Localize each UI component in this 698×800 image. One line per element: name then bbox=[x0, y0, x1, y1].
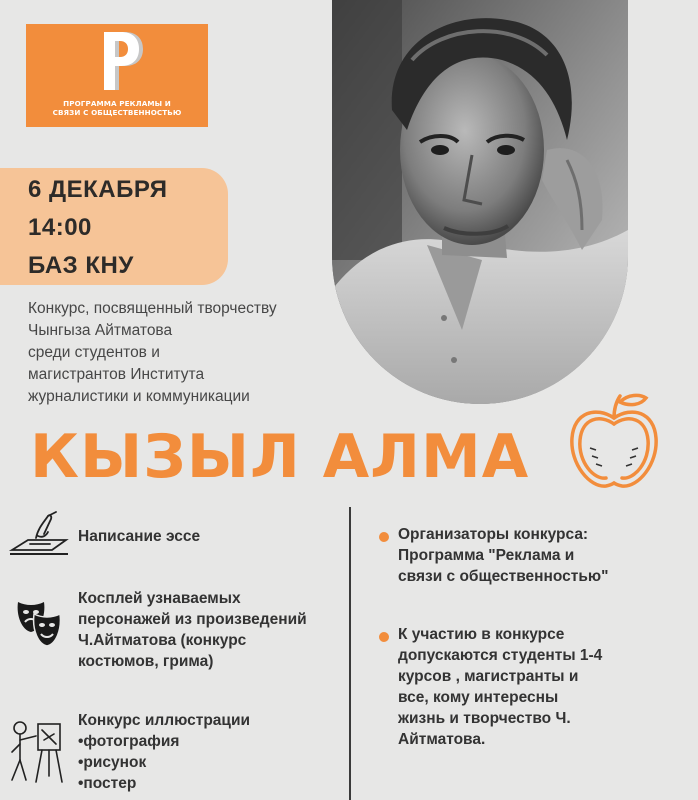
event-details-badge bbox=[0, 168, 228, 285]
bullet-icon bbox=[379, 632, 389, 642]
program-logo bbox=[26, 24, 208, 127]
event-date: 6 ДЕКАБРЯ bbox=[28, 176, 168, 203]
info-line: Организаторы конкурса: bbox=[398, 526, 589, 543]
portrait-image bbox=[332, 0, 628, 404]
intro-line: магистрантов Института bbox=[28, 366, 205, 383]
intro-text bbox=[28, 298, 328, 408]
category-line: костюмов, грима) bbox=[78, 653, 214, 670]
eligibility-info bbox=[398, 624, 602, 750]
info-line: курсов , магистранты и bbox=[398, 668, 579, 685]
bullet-icon bbox=[379, 532, 389, 542]
contest-title: КЫЗЫЛ АЛМА bbox=[30, 422, 530, 492]
info-line: все, кому интересны bbox=[398, 689, 559, 706]
event-time: 14:00 bbox=[28, 214, 92, 241]
category-line: Написание эссе bbox=[78, 528, 201, 545]
column-divider bbox=[349, 507, 351, 800]
logo-caption-line1: ПРОГРАММА РЕКЛАМЫ И bbox=[63, 99, 171, 108]
intro-line: журналистики и коммуникации bbox=[28, 388, 250, 405]
info-line: допускаются студенты 1-4 bbox=[398, 647, 603, 664]
logo-caption bbox=[32, 99, 202, 117]
intro-line: среди студентов и bbox=[28, 344, 160, 361]
apple-icon bbox=[566, 388, 662, 492]
info-line: Айтматова. bbox=[398, 731, 486, 748]
writing-hand-icon bbox=[8, 510, 70, 558]
info-line: жизнь и творчество Ч. bbox=[398, 710, 571, 727]
organizers-info bbox=[398, 524, 608, 587]
theater-masks-icon bbox=[16, 598, 62, 650]
info-line: связи с общественностью" bbox=[398, 568, 609, 585]
event-place: БАЗ КНУ bbox=[28, 252, 134, 279]
intro-line: Конкурс, посвященный творчеству bbox=[28, 300, 277, 317]
category-line: •постер bbox=[78, 775, 137, 792]
category-line: Косплей узнаваемых bbox=[78, 590, 241, 607]
intro-line: Чынгыза Айтматова bbox=[28, 322, 173, 339]
category-line: •фотография bbox=[78, 733, 180, 750]
category-cosplay bbox=[78, 588, 307, 672]
info-line: К участию в конкурсе bbox=[398, 626, 565, 643]
category-line: •рисунок bbox=[78, 754, 147, 771]
category-line: Конкурс иллюстрации bbox=[78, 712, 250, 729]
logo-r-icon bbox=[88, 26, 148, 96]
portrait-photo bbox=[332, 0, 628, 404]
category-illustration bbox=[78, 710, 250, 794]
category-essay bbox=[78, 526, 200, 547]
logo-caption-line2: СВЯЗИ С ОБЩЕСТВЕННОСТЬЮ bbox=[52, 108, 182, 117]
category-line: персонажей из произведений bbox=[78, 611, 307, 628]
painter-easel-icon bbox=[6, 716, 66, 786]
info-line: Программа "Реклама и bbox=[398, 547, 575, 564]
category-line: Ч.Айтматова (конкурс bbox=[78, 632, 247, 649]
